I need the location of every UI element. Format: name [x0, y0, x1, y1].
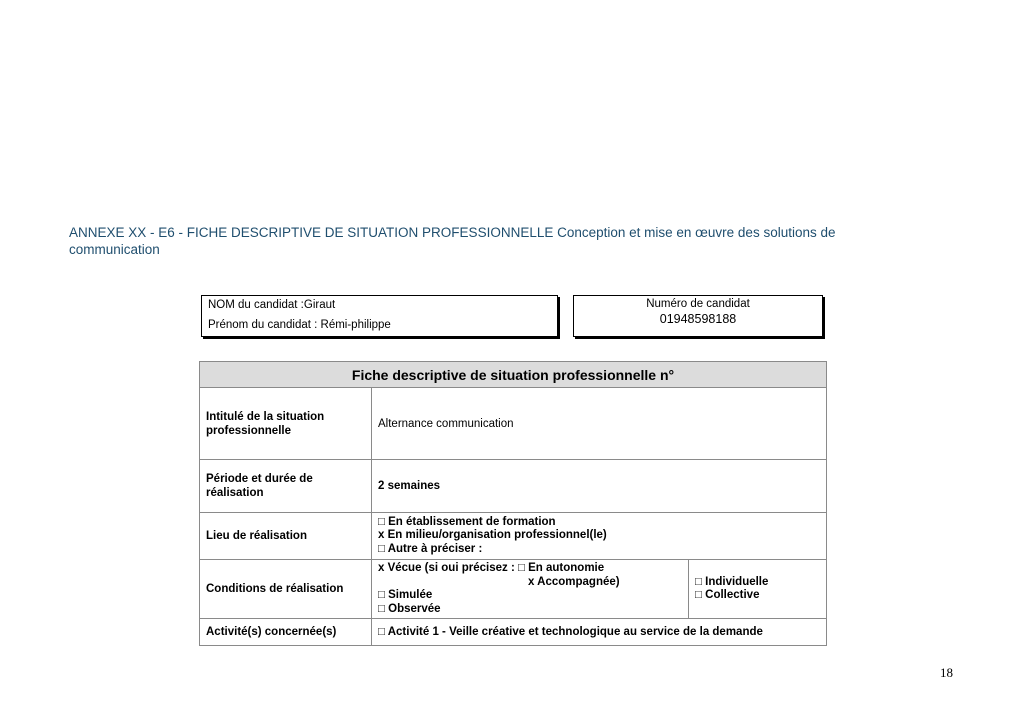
- candidate-nom: NOM du candidat :Giraut: [208, 299, 336, 311]
- fiche-title: Fiche descriptive de situation professionnelle n°: [200, 362, 827, 388]
- candidate-number-label: Numéro de candidat: [646, 298, 750, 310]
- periode-label: Période et durée de réalisation: [200, 460, 372, 513]
- condition-observee: □ Observée: [378, 602, 441, 615]
- intitule-value: Alternance communication: [372, 388, 827, 460]
- lieu-option-etablissement: □ En établissement de formation: [378, 515, 556, 528]
- intitule-label: Intitulé de la situation professionnelle: [200, 388, 372, 460]
- fiche-header-row: [200, 362, 827, 388]
- table-row: [200, 460, 827, 513]
- periode-value: 2 semaines: [372, 460, 827, 513]
- condition-simulee: □ Simulée: [378, 589, 433, 601]
- conditions-options: [372, 560, 689, 619]
- annex-title: ANNEXE XX - E6 - FICHE DESCRIPTIVE DE SITUATION PROFESSIONNELLE Conception et mise en œuvre des solutions de communication: [69, 225, 836, 257]
- lieu-option-milieu-pro: x En milieu/organisation professionnel(le): [378, 529, 607, 542]
- table-row: [200, 513, 827, 560]
- fiche-table: [199, 361, 827, 646]
- lieu-options: [372, 513, 827, 560]
- lieu-label: Lieu de réalisation: [200, 513, 372, 560]
- condition-accompagnee: x Accompagnée): [528, 575, 620, 588]
- activites-label: Activité(s) concernée(s): [200, 619, 372, 646]
- conditions-label: Conditions de réalisation: [200, 560, 372, 619]
- conditions-mode: [689, 560, 827, 619]
- condition-individuelle: □ Individuelle: [695, 575, 769, 588]
- candidate-prenom: Prénom du candidat : Rémi-philippe: [208, 319, 391, 331]
- activites-value: □ Activité 1 - Veille créative et technologique au service de la demande: [372, 619, 827, 646]
- table-row: [200, 560, 827, 619]
- lieu-option-autre: □ Autre à préciser :: [378, 542, 483, 555]
- page-number: 18: [940, 665, 953, 680]
- table-row: [200, 388, 827, 460]
- table-row: [200, 619, 827, 646]
- candidate-number-value: 01948598188: [659, 312, 737, 326]
- candidate-number-box: [573, 295, 823, 337]
- candidate-box: [201, 295, 558, 337]
- condition-vecue: x Vécue (si oui précisez : □ En autonomie: [378, 562, 605, 574]
- condition-collective: □ Collective: [695, 589, 760, 601]
